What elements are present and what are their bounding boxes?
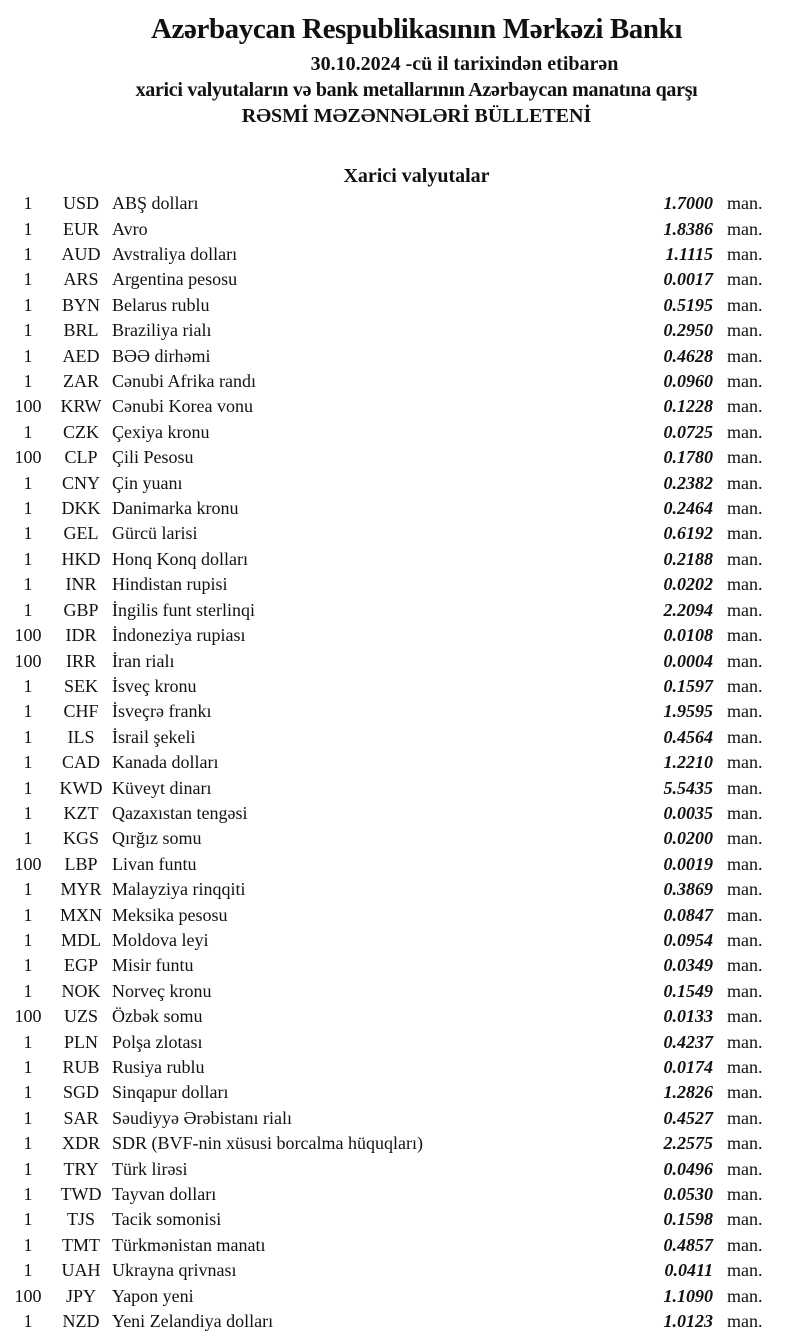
rate-row <box>0 1156 771 1181</box>
unit-label: man. <box>727 802 763 823</box>
rate-value: 1.1090 <box>663 1285 713 1306</box>
quantity: 1 <box>23 1311 33 1331</box>
rate-value: 0.6192 <box>663 523 713 544</box>
currency-name: Küveyt dinarı <box>112 777 212 798</box>
unit-label: man. <box>727 447 763 468</box>
quantity: 1 <box>23 498 33 519</box>
quantity: 1 <box>23 244 33 265</box>
quantity: 1 <box>23 193 33 214</box>
currency-code: INR <box>65 574 97 595</box>
rate-row <box>0 216 771 241</box>
currency-name: Çexiya kronu <box>112 421 210 442</box>
rate-value: 0.0004 <box>663 650 713 671</box>
currency-code: PLN <box>63 1031 98 1052</box>
currency-name: Honq Konq dolları <box>112 548 248 569</box>
rate-value: 0.0530 <box>663 1184 713 1205</box>
currency-code: KGS <box>62 828 99 849</box>
currency-code: BRL <box>63 320 99 341</box>
bulletin-header <box>0 12 800 128</box>
unit-label: man. <box>727 1107 763 1128</box>
rate-value: 0.4564 <box>663 726 713 747</box>
currency-name: Norveç kronu <box>112 980 212 1001</box>
currency-name: İsveçrə frankı <box>112 701 212 722</box>
rate-row <box>0 521 771 546</box>
currency-name: İngilis funt sterlinqi <box>112 599 255 620</box>
currency-code: SEK <box>63 675 98 696</box>
currency-name: Sinqapur dolları <box>112 1082 229 1103</box>
rate-row <box>0 343 771 368</box>
currency-code: TJS <box>66 1209 95 1230</box>
currency-name: İndoneziya rupiası <box>112 625 246 646</box>
currency-name: Türkmənistan manatı <box>112 1234 266 1255</box>
rates-table <box>0 191 800 1331</box>
currency-code: EGP <box>63 955 98 976</box>
rate-value: 0.4857 <box>663 1234 713 1255</box>
quantity: 1 <box>23 548 33 569</box>
rate-value: 0.0725 <box>663 421 713 442</box>
quantity: 1 <box>23 1082 33 1103</box>
rate-row <box>0 953 771 978</box>
currency-code: SAR <box>63 1107 99 1128</box>
currency-name: Çin yuanı <box>112 472 183 493</box>
effective-date-line: 30.10.2024 -cü il tarixindən etibarən <box>310 53 619 75</box>
unit-label: man. <box>727 879 763 900</box>
currency-name: Polşa zlotası <box>112 1031 203 1052</box>
quantity: 1 <box>23 269 33 290</box>
quantity: 1 <box>23 1209 33 1230</box>
quantity: 1 <box>23 218 33 239</box>
rate-row <box>0 852 771 877</box>
currency-name: Cənubi Korea vonu <box>112 396 253 417</box>
unit-label: man. <box>727 396 763 417</box>
unit-label: man. <box>727 726 763 747</box>
rate-row <box>0 979 771 1004</box>
currency-code: MDL <box>61 929 101 950</box>
quantity: 1 <box>23 320 33 341</box>
currency-name: Danimarka kronu <box>112 498 239 519</box>
currency-code: NZD <box>62 1311 100 1331</box>
unit-label: man. <box>727 1057 763 1078</box>
currency-code: KZT <box>63 802 99 823</box>
unit-label: man. <box>727 269 763 290</box>
rate-value: 2.2575 <box>663 1133 713 1154</box>
currency-code: HKD <box>61 548 101 569</box>
currency-code: NOK <box>61 980 101 1001</box>
currency-code: UAH <box>61 1260 101 1281</box>
quantity: 1 <box>23 701 33 722</box>
unit-label: man. <box>727 1082 763 1103</box>
rate-value: 0.0202 <box>663 574 713 595</box>
currency-code: ZAR <box>63 371 99 392</box>
currency-code: USD <box>62 193 99 214</box>
currency-name: Özbək somu <box>112 1006 203 1027</box>
rate-value: 0.5195 <box>663 294 713 315</box>
unit-label: man. <box>727 1031 763 1052</box>
quantity: 1 <box>23 675 33 696</box>
unit-label: man. <box>727 218 763 239</box>
currency-code: ARS <box>63 269 99 290</box>
quantity: 1 <box>23 1184 33 1205</box>
bulletin-name-line: RƏSMİ MƏZƏNNƏLƏRİ BÜLLETENİ <box>241 105 592 127</box>
quantity: 1 <box>23 523 33 544</box>
rate-row <box>0 674 771 699</box>
rate-value: 0.0133 <box>663 1006 713 1027</box>
quantity: 100 <box>14 650 42 671</box>
currency-code: KWD <box>59 777 103 798</box>
unit-label: man. <box>727 1158 763 1179</box>
currency-code: MXN <box>59 904 102 925</box>
currency-name: Gürcü larisi <box>112 523 198 544</box>
currency-name: İran rialı <box>112 650 175 671</box>
unit-label: man. <box>727 929 763 950</box>
rate-row <box>0 699 771 724</box>
rate-value: 0.2464 <box>663 498 713 519</box>
unit-label: man. <box>727 701 763 722</box>
currency-name: Argentina pesosu <box>112 269 238 290</box>
quantity: 100 <box>14 625 42 646</box>
quantity: 1 <box>23 955 33 976</box>
rate-value: 0.4527 <box>663 1107 713 1128</box>
quantity: 1 <box>23 726 33 747</box>
currency-name: Türk lirəsi <box>112 1158 188 1179</box>
rate-row <box>0 1055 771 1080</box>
quantity: 1 <box>23 472 33 493</box>
currency-name: Ukrayna qrivnası <box>112 1260 237 1281</box>
rate-row <box>0 496 771 521</box>
unit-label: man. <box>727 320 763 341</box>
currency-code: LBP <box>64 853 98 874</box>
currency-code: IDR <box>65 625 97 646</box>
rate-row <box>0 1080 771 1105</box>
rate-value: 0.1780 <box>663 447 713 468</box>
quantity: 1 <box>23 1057 33 1078</box>
quantity: 1 <box>23 599 33 620</box>
currency-code: UZS <box>63 1006 98 1027</box>
quantity: 100 <box>14 1285 42 1306</box>
currency-name: Avstraliya dolları <box>112 244 238 265</box>
rate-value: 0.4628 <box>663 345 713 366</box>
rate-row <box>0 1258 771 1283</box>
rate-row <box>0 572 771 597</box>
rate-value: 0.1228 <box>663 396 713 417</box>
unit-label: man. <box>727 1234 763 1255</box>
unit-label: man. <box>727 777 763 798</box>
rate-value: 0.0496 <box>663 1158 713 1179</box>
currency-code: KRW <box>60 396 102 417</box>
rate-row <box>0 725 771 750</box>
rate-row <box>0 928 771 953</box>
currency-code: CZK <box>63 421 99 442</box>
rate-value: 0.0108 <box>663 625 713 646</box>
unit-label: man. <box>727 421 763 442</box>
unit-label: man. <box>727 599 763 620</box>
rate-row <box>0 1233 771 1258</box>
unit-label: man. <box>727 625 763 646</box>
unit-label: man. <box>727 904 763 925</box>
currency-name: Avro <box>112 218 148 239</box>
rate-value: 0.0019 <box>663 853 713 874</box>
rate-value: 2.2094 <box>663 599 713 620</box>
unit-label: man. <box>727 1311 763 1331</box>
rate-value: 0.2382 <box>663 472 713 493</box>
rate-row <box>0 902 771 927</box>
bulletin-page <box>0 12 800 1331</box>
rate-value: 5.5435 <box>663 777 713 798</box>
rate-value: 0.0960 <box>663 371 713 392</box>
rate-value: 1.2210 <box>663 752 713 773</box>
rate-row <box>0 318 771 343</box>
currency-code: TWD <box>60 1184 102 1205</box>
currency-code: ILS <box>67 726 95 747</box>
currency-code: RUB <box>62 1057 100 1078</box>
rate-value: 1.8386 <box>663 218 713 239</box>
quantity: 1 <box>23 980 33 1001</box>
quantity: 100 <box>14 447 42 468</box>
bank-title: Azərbaycan Respublikasının Mərkəzi Bankı <box>150 13 683 45</box>
quantity: 1 <box>23 1158 33 1179</box>
quantity: 1 <box>23 802 33 823</box>
unit-label: man. <box>727 193 763 214</box>
currency-name: Braziliya rialı <box>112 320 212 341</box>
unit-label: man. <box>727 1133 763 1154</box>
rate-row <box>0 420 771 445</box>
rate-row <box>0 1131 771 1156</box>
rate-value: 0.0411 <box>664 1260 713 1281</box>
currency-code: JPY <box>65 1285 96 1306</box>
currency-name: Meksika pesosu <box>112 904 228 925</box>
currency-code: AED <box>62 345 100 366</box>
rate-value: 1.7000 <box>663 193 713 214</box>
unit-label: man. <box>727 523 763 544</box>
quantity: 1 <box>23 294 33 315</box>
currency-code: BYN <box>61 294 100 315</box>
quantity: 1 <box>23 904 33 925</box>
rate-row <box>0 394 771 419</box>
unit-label: man. <box>727 498 763 519</box>
rate-row <box>0 1004 771 1029</box>
unit-label: man. <box>727 1285 763 1306</box>
unit-label: man. <box>727 574 763 595</box>
unit-label: man. <box>727 828 763 849</box>
currency-name: Yapon yeni <box>112 1285 194 1306</box>
currency-name: BƏƏ dirhəmi <box>112 345 211 366</box>
quantity: 1 <box>23 1031 33 1052</box>
rate-row <box>0 369 771 394</box>
quantity: 1 <box>23 1133 33 1154</box>
subject-line: xarici valyutaların və bank metallarının Azərbaycan manatına qarşı <box>135 79 698 101</box>
rate-row <box>0 1182 771 1207</box>
rate-value: 0.0017 <box>663 269 713 290</box>
rate-value: 0.1598 <box>663 1209 713 1230</box>
currency-code: CAD <box>61 752 100 773</box>
unit-label: man. <box>727 244 763 265</box>
quantity: 1 <box>23 1260 33 1281</box>
currency-code: TMT <box>62 1234 100 1255</box>
rate-value: 0.0174 <box>663 1057 713 1078</box>
quantity: 1 <box>23 421 33 442</box>
rate-value: 0.1597 <box>663 675 713 696</box>
rate-value: 0.1549 <box>663 980 713 1001</box>
unit-label: man. <box>727 294 763 315</box>
quantity: 1 <box>23 345 33 366</box>
currency-code: MYR <box>60 879 102 900</box>
unit-label: man. <box>727 548 763 569</box>
currency-code: TRY <box>63 1158 99 1179</box>
currency-code: CNY <box>61 472 100 493</box>
rate-row <box>0 648 771 673</box>
rate-value: 1.2826 <box>663 1082 713 1103</box>
quantity: 1 <box>23 828 33 849</box>
currency-code: GBP <box>63 599 99 620</box>
unit-label: man. <box>727 371 763 392</box>
rate-value: 1.1115 <box>665 244 713 265</box>
currency-name: Hindistan rupisi <box>112 574 228 595</box>
currency-name: Tayvan dolları <box>112 1184 217 1205</box>
unit-label: man. <box>727 472 763 493</box>
rate-row <box>0 267 771 292</box>
unit-label: man. <box>727 853 763 874</box>
currency-name: Cənubi Afrika randı <box>112 371 256 392</box>
unit-label: man. <box>727 345 763 366</box>
rate-row <box>0 1106 771 1131</box>
currency-name: İsveç kronu <box>112 675 197 696</box>
currency-name: Qırğız somu <box>112 828 202 849</box>
currency-name: Qazaxıstan tengəsi <box>112 802 248 823</box>
currency-code: CHF <box>63 701 99 722</box>
currency-code: GEL <box>63 523 99 544</box>
unit-label: man. <box>727 650 763 671</box>
rate-row <box>0 445 771 470</box>
rate-row <box>0 1207 771 1232</box>
currency-code: XDR <box>61 1133 100 1154</box>
currency-name: Kanada dolları <box>112 752 219 773</box>
currency-name: ABŞ dolları <box>112 193 199 214</box>
rate-value: 0.0200 <box>663 828 713 849</box>
quantity: 100 <box>14 1006 42 1027</box>
quantity: 1 <box>23 929 33 950</box>
rate-row <box>0 293 771 318</box>
rate-row <box>0 1283 771 1308</box>
rate-value: 0.2188 <box>663 548 713 569</box>
rate-value: 0.0035 <box>663 802 713 823</box>
rate-row <box>0 470 771 495</box>
rate-row <box>0 623 771 648</box>
currency-code: CLP <box>64 447 98 468</box>
currency-name: Livan funtu <box>112 853 197 874</box>
rate-value: 0.0847 <box>663 904 713 925</box>
rate-row <box>0 801 771 826</box>
quantity: 100 <box>14 396 42 417</box>
unit-label: man. <box>727 1209 763 1230</box>
currency-name: Moldova leyi <box>112 929 209 950</box>
rate-row <box>0 877 771 902</box>
rate-value: 0.2950 <box>663 320 713 341</box>
rate-row <box>0 1309 771 1331</box>
rate-row <box>0 191 771 216</box>
currency-code: EUR <box>63 218 99 239</box>
currency-name: Çili Pesosu <box>112 447 194 468</box>
quantity: 100 <box>14 853 42 874</box>
rate-value: 1.9595 <box>663 701 713 722</box>
currency-name: SDR (BVF-nin xüsusi borcalma hüquqları) <box>112 1133 423 1154</box>
rate-row <box>0 826 771 851</box>
currency-name: Yeni Zelandiya dolları <box>112 1311 274 1331</box>
quantity: 1 <box>23 752 33 773</box>
rate-value: 0.4237 <box>663 1031 713 1052</box>
unit-label: man. <box>727 1184 763 1205</box>
quantity: 1 <box>23 371 33 392</box>
rate-row <box>0 775 771 800</box>
rate-row <box>0 598 771 623</box>
rate-value: 0.3869 <box>663 879 713 900</box>
currency-code: AUD <box>61 244 101 265</box>
quantity: 1 <box>23 1107 33 1128</box>
unit-label: man. <box>727 1260 763 1281</box>
currency-name: Belarus rublu <box>112 294 210 315</box>
rate-value: 1.0123 <box>663 1311 713 1331</box>
currency-name: İsrail şekeli <box>112 726 196 747</box>
rate-row <box>0 242 771 267</box>
currency-name: Misir funtu <box>112 955 194 976</box>
quantity: 1 <box>23 574 33 595</box>
quantity: 1 <box>23 879 33 900</box>
unit-label: man. <box>727 955 763 976</box>
currency-code: DKK <box>61 498 101 519</box>
rate-row <box>0 547 771 572</box>
quantity: 1 <box>23 777 33 798</box>
rate-row <box>0 750 771 775</box>
currency-code: IRR <box>65 650 96 671</box>
unit-label: man. <box>727 675 763 696</box>
currency-name: Rusiya rublu <box>112 1057 205 1078</box>
section-title-foreign-currencies: Xarici valyutalar <box>343 165 490 187</box>
currency-name: Səudiyyə Ərəbistanı rialı <box>112 1107 292 1128</box>
currency-name: Malayziya rinqqiti <box>112 879 246 900</box>
quantity: 1 <box>23 1234 33 1255</box>
currency-name: Tacik somonisi <box>112 1209 222 1230</box>
rate-value: 0.0349 <box>663 955 713 976</box>
unit-label: man. <box>727 980 763 1001</box>
unit-label: man. <box>727 1006 763 1027</box>
currency-code: SGD <box>62 1082 99 1103</box>
rate-value: 0.0954 <box>663 929 713 950</box>
rate-row <box>0 1029 771 1054</box>
unit-label: man. <box>727 752 763 773</box>
